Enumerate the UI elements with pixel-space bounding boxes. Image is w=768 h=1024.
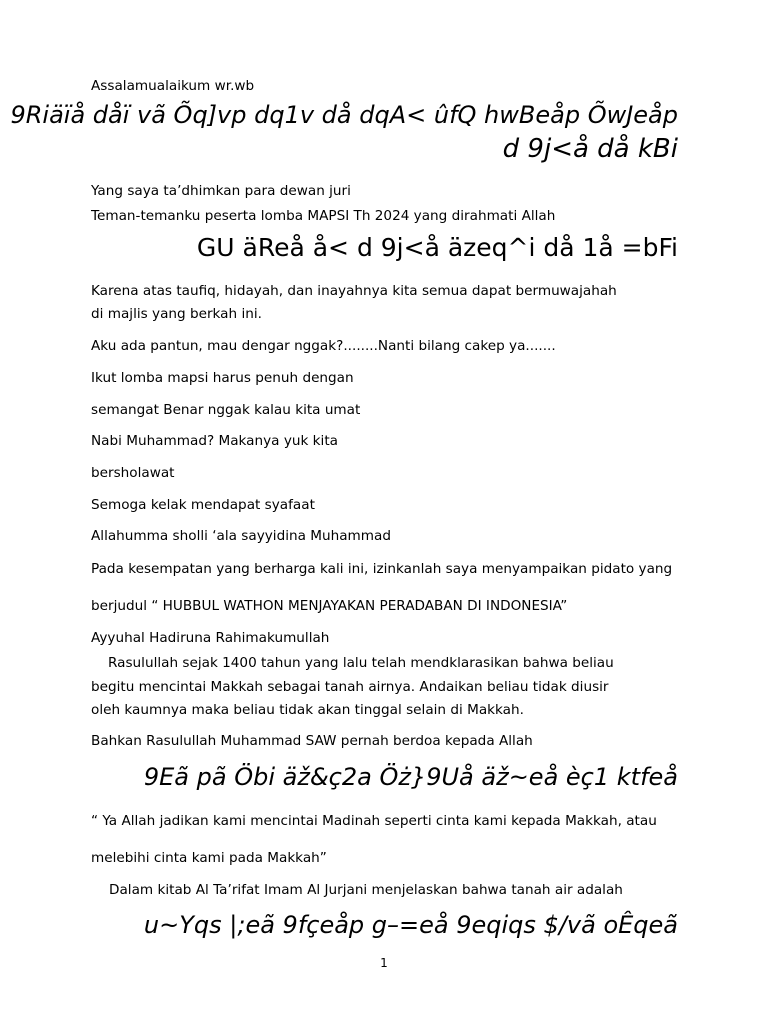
paragraph: Pada kesempatan yang berharga kali ini, izinkanlah saya menyampaikan pidato yang	[91, 561, 673, 577]
paragraph: berjudul “ HUBBUL WATHON MENJAYAKAN PERADABAN DI INDONESIA”	[91, 598, 568, 614]
paragraph: Teman-temanku peserta lomba MAPSI Th 2024 yang dirahmati Allah	[91, 208, 556, 224]
page-number: 1	[380, 956, 388, 970]
arabic-text-line: GU äReå å< d 9j<å äzeq^i då 1å =bFi	[196, 233, 678, 262]
paragraph: Semoga kelak mendapat syafaat	[91, 497, 315, 513]
paragraph: Ayyuhal Hadiruna Rahimakumullah	[91, 630, 330, 646]
paragraph: Karena atas taufiq, hidayah, dan inayahnya kita semua dapat bermuwajahah	[91, 283, 617, 299]
paragraph: bersholawat	[91, 465, 175, 481]
paragraph: di majlis yang berkah ini.	[91, 306, 262, 322]
arabic-text-line: u~Yqs |;eã 9fçeåp g–=eå 9eqiqs $/vã oÊqeã	[143, 911, 678, 939]
paragraph: Nabi Muhammad? Makanya yuk kita	[91, 433, 338, 449]
paragraph: melebihi cinta kami pada Makkah”	[91, 850, 327, 866]
paragraph: begitu mencintai Makkah sebagai tanah airnya. Andaikan beliau tidak diusir	[91, 679, 609, 695]
arabic-text-line: 9Eã pã Öbi äž&ç2a Öż}9Uå äž~eå èç1 ktfeå	[143, 763, 678, 791]
arabic-text-line: d 9j<å då kBi	[502, 134, 678, 164]
paragraph: Rasulullah sejak 1400 tahun yang lalu telah mendklarasikan bahwa beliau	[108, 655, 614, 671]
paragraph: Ikut lomba mapsi harus penuh dengan	[91, 370, 354, 386]
paragraph: Bahkan Rasulullah Muhammad SAW pernah berdoa kepada Allah	[91, 733, 533, 749]
paragraph: Yang saya ta’dhimkan para dewan juri	[91, 183, 351, 199]
paragraph: Allahumma sholli ‘ala sayyidina Muhammad	[91, 528, 391, 544]
paragraph: “ Ya Allah jadikan kami mencintai Madinah seperti cinta kami kepada Makkah, atau	[91, 813, 657, 829]
paragraph: semangat Benar nggak kalau kita umat	[91, 402, 361, 418]
arabic-text-line: 9Riäïå dåï vã Õq]vp dq1v då dqA< ûfQ hwBeåp ÕwJeåp	[10, 101, 678, 129]
greeting: Assalamualaikum wr.wb	[91, 78, 255, 94]
paragraph: Aku ada pantun, mau dengar nggak?........Nanti bilang cakep ya.......	[91, 338, 556, 354]
paragraph: oleh kaumnya maka beliau tidak akan tinggal selain di Makkah.	[91, 702, 524, 718]
paragraph: Dalam kitab Al Ta’rifat Imam Al Jurjani menjelaskan bahwa tanah air adalah	[109, 882, 623, 898]
